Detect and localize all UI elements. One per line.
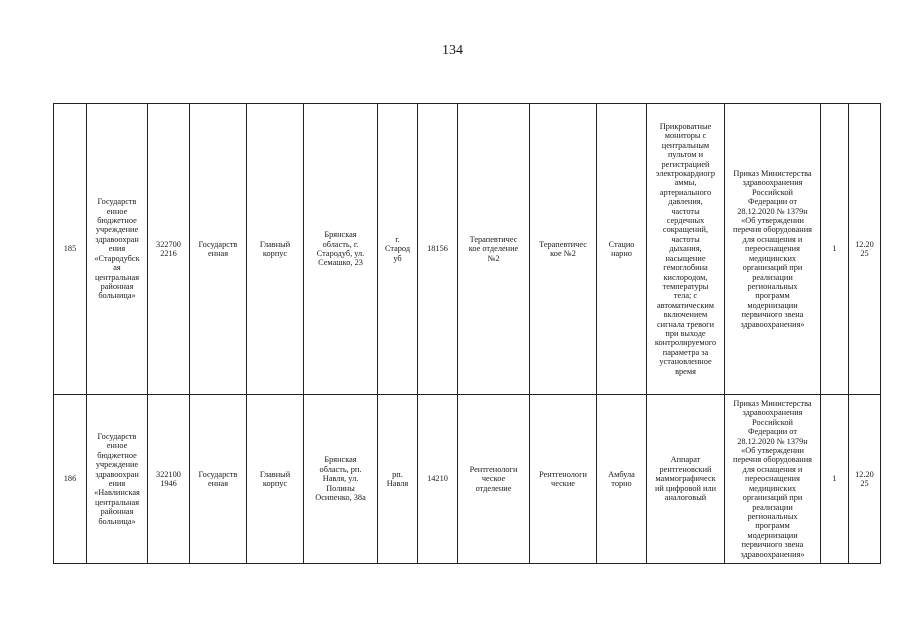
profile-cell: Рентгенологи ческие — [530, 395, 597, 564]
locality-cell: г. Старод уб — [378, 104, 418, 395]
equipment-cell: Аппарат рентгеновский маммографическ ий цифровой или аналоговый — [647, 395, 725, 564]
id-cell: 14210 — [418, 395, 458, 564]
address-cell: Брянская область, г. Стародуб, ул. Семашко, 23 — [304, 104, 378, 395]
care-type-cell: Стацио нарно — [597, 104, 647, 395]
date-cell: 12.20 25 — [849, 395, 881, 564]
date-cell: 12.20 25 — [849, 104, 881, 395]
row-number-cell: 186 — [54, 395, 87, 564]
page-number: 134 — [442, 43, 463, 58]
quantity-cell: 1 — [821, 395, 849, 564]
organization-cell: Государств енное бюджетное учреждение здравоохран ения «Навлинская центральная районная больница» — [87, 395, 148, 564]
code-cell: 322700 2216 — [148, 104, 190, 395]
profile-cell: Терапевтичес кое №2 — [530, 104, 597, 395]
ownership-cell: Государств енная — [190, 104, 247, 395]
table-row — [54, 395, 881, 564]
ownership-cell: Государств енная — [190, 395, 247, 564]
table-row — [54, 104, 881, 395]
building-cell: Главный корпус — [247, 104, 304, 395]
basis-cell: Приказ Министерства здравоохранения Российской Федерации от 28.12.2020 № 1379н «Об утверждении перечня оборудования для оснащения и переоснащения медицинских организаций при реализации региональных программ модернизации первичного звена здравоохранения» — [725, 395, 821, 564]
basis-cell: Приказ Министерства здравоохранения Российской Федерации от 28.12.2020 № 1379н «Об утверждении перечня оборудования для оснащения и переоснащения медицинских организаций при реализации региональных программ модернизации первичного звена здравоохранения» — [725, 104, 821, 395]
row-number-cell: 185 — [54, 104, 87, 395]
building-cell: Главный корпус — [247, 395, 304, 564]
id-cell: 18156 — [418, 104, 458, 395]
equipment-table — [53, 103, 881, 564]
department-cell: Терапевтичес кое отделение №2 — [458, 104, 530, 395]
quantity-cell: 1 — [821, 104, 849, 395]
equipment-cell: Прикроватные мониторы с центральным пультом и регистрацией электрокардиогр аммы, артериального давления, частоты сердечных сокращений, частоты дыхания, насыщение гемоглобина кислородом, температуры тела; с автоматическим включением сигнала тревоги при выходе контролируемого параметра за установленное время — [647, 104, 725, 395]
locality-cell: рп. Навля — [378, 395, 418, 564]
organization-cell: Государств енное бюджетное учреждение здравоохран ения «Стародубск ая центральная районная больница» — [87, 104, 148, 395]
department-cell: Рентгенологи ческое отделение — [458, 395, 530, 564]
code-cell: 322100 1946 — [148, 395, 190, 564]
care-type-cell: Амбула торно — [597, 395, 647, 564]
address-cell: Брянская область, рп. Навля, ул. Полины Осипенко, 38а — [304, 395, 378, 564]
